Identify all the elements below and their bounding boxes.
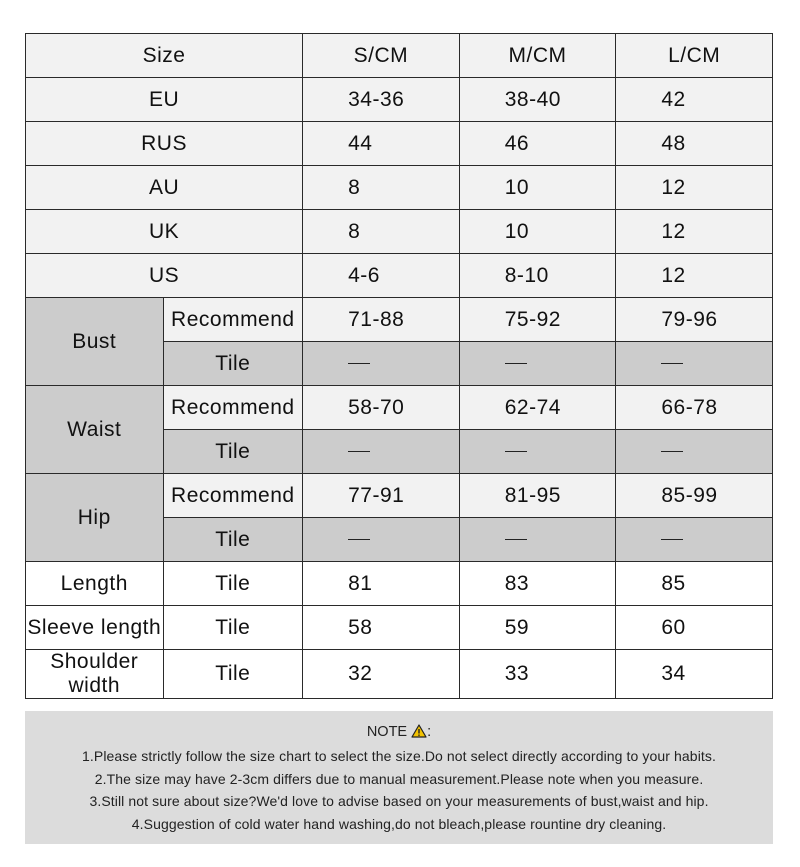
table-row [26, 166, 773, 210]
cell-m: 59 [459, 606, 616, 650]
cell-l: 12 [616, 210, 773, 254]
header-m: M/CM [459, 34, 616, 78]
dash-icon [505, 451, 527, 452]
cell-s: 8 [303, 166, 460, 210]
cell-m-empty [459, 342, 616, 386]
cell-s-empty [303, 342, 460, 386]
cell-m: 8-10 [459, 254, 616, 298]
cell-m: 75-92 [459, 298, 616, 342]
sub-label-recommend: Recommend [163, 474, 303, 518]
sub-label-tile: Tile [163, 518, 303, 562]
table-row [26, 210, 773, 254]
table-row [26, 474, 773, 518]
note-title [25, 723, 773, 741]
sub-label-tile: Tile [163, 342, 303, 386]
row-label: RUS [26, 122, 303, 166]
group-label-bust: Bust [26, 298, 164, 386]
cell-l: 85-99 [616, 474, 773, 518]
cell-m-empty [459, 430, 616, 474]
cell-m: 10 [459, 166, 616, 210]
sub-label-recommend: Recommend [163, 386, 303, 430]
note-title-text: NOTE [366, 724, 408, 740]
sub-label-tile: Tile [163, 650, 303, 699]
note-line: 3.Still not sure about size?We'd love to advise based on your measurements of bust,waist and hip. [89, 793, 709, 809]
table-row [26, 650, 773, 699]
group-label-waist: Waist [26, 386, 164, 474]
cell-l: 79-96 [616, 298, 773, 342]
table-row [26, 298, 773, 342]
dash-icon [661, 539, 683, 540]
note-line: 4.Suggestion of cold water hand washing,do not bleach,please rountine dry cleaning. [131, 815, 667, 832]
cell-l: 66-78 [616, 386, 773, 430]
cell-s: 4-6 [303, 254, 460, 298]
warning-icon [411, 724, 427, 738]
header-l: L/CM [616, 34, 773, 78]
cell-l-empty [616, 430, 773, 474]
cell-l: 48 [616, 122, 773, 166]
note-panel [25, 711, 773, 844]
sub-label-tile: Tile [163, 606, 303, 650]
cell-s: 34-36 [303, 78, 460, 122]
cell-s: 58-70 [303, 386, 460, 430]
sub-label-recommend: Recommend [163, 298, 303, 342]
dash-icon [505, 539, 527, 540]
cell-m: 62-74 [459, 386, 616, 430]
table-row [26, 606, 773, 650]
size-chart [25, 33, 773, 699]
dash-icon [348, 539, 370, 540]
sub-label-tile: Tile [163, 430, 303, 474]
row-label: UK [26, 210, 303, 254]
cell-l-empty [616, 518, 773, 562]
cell-l: 12 [616, 166, 773, 210]
row-label-shoulder-width: Shoulder width [26, 650, 164, 699]
cell-l: 12 [616, 254, 773, 298]
cell-l-empty [616, 342, 773, 386]
group-label-hip: Hip [26, 474, 164, 562]
header-row [26, 34, 773, 78]
cell-m: 46 [459, 122, 616, 166]
cell-m-empty [459, 518, 616, 562]
table-row [26, 562, 773, 606]
dash-icon [661, 363, 683, 364]
cell-s: 8 [303, 210, 460, 254]
dash-icon [661, 451, 683, 452]
dash-icon [505, 363, 527, 364]
cell-s: 77-91 [303, 474, 460, 518]
note-line: 1.Please strictly follow the size chart to select the size.Do not select directly according to your habits. [82, 748, 716, 764]
cell-m: 33 [459, 650, 616, 699]
note-line: 2.The size may have 2-3cm differs due to manual measurement.Please note when you measure. [94, 770, 704, 787]
cell-l: 85 [616, 562, 773, 606]
dash-icon [348, 451, 370, 452]
cell-l: 60 [616, 606, 773, 650]
cell-m: 81-95 [459, 474, 616, 518]
header-size: Size [26, 34, 303, 78]
cell-s: 44 [303, 122, 460, 166]
row-label: EU [26, 78, 303, 122]
cell-s-empty [303, 518, 460, 562]
note-lines [25, 745, 773, 835]
row-label-length: Length [26, 562, 164, 606]
cell-l: 34 [616, 650, 773, 699]
table-row [26, 254, 773, 298]
cell-s: 71-88 [303, 298, 460, 342]
row-label: US [26, 254, 303, 298]
sub-label-tile: Tile [163, 562, 303, 606]
cell-s: 81 [303, 562, 460, 606]
header-s: S/CM [303, 34, 460, 78]
row-label-sleeve-length: Sleeve length [26, 606, 164, 650]
dash-icon [348, 363, 370, 364]
note-title-suffix: : [427, 724, 432, 740]
table-row [26, 122, 773, 166]
cell-m: 38-40 [459, 78, 616, 122]
cell-s-empty [303, 430, 460, 474]
cell-m: 83 [459, 562, 616, 606]
size-table [25, 33, 773, 699]
table-row [26, 386, 773, 430]
cell-s: 32 [303, 650, 460, 699]
row-label: AU [26, 166, 303, 210]
cell-l: 42 [616, 78, 773, 122]
cell-m: 10 [459, 210, 616, 254]
cell-s: 58 [303, 606, 460, 650]
table-row [26, 78, 773, 122]
